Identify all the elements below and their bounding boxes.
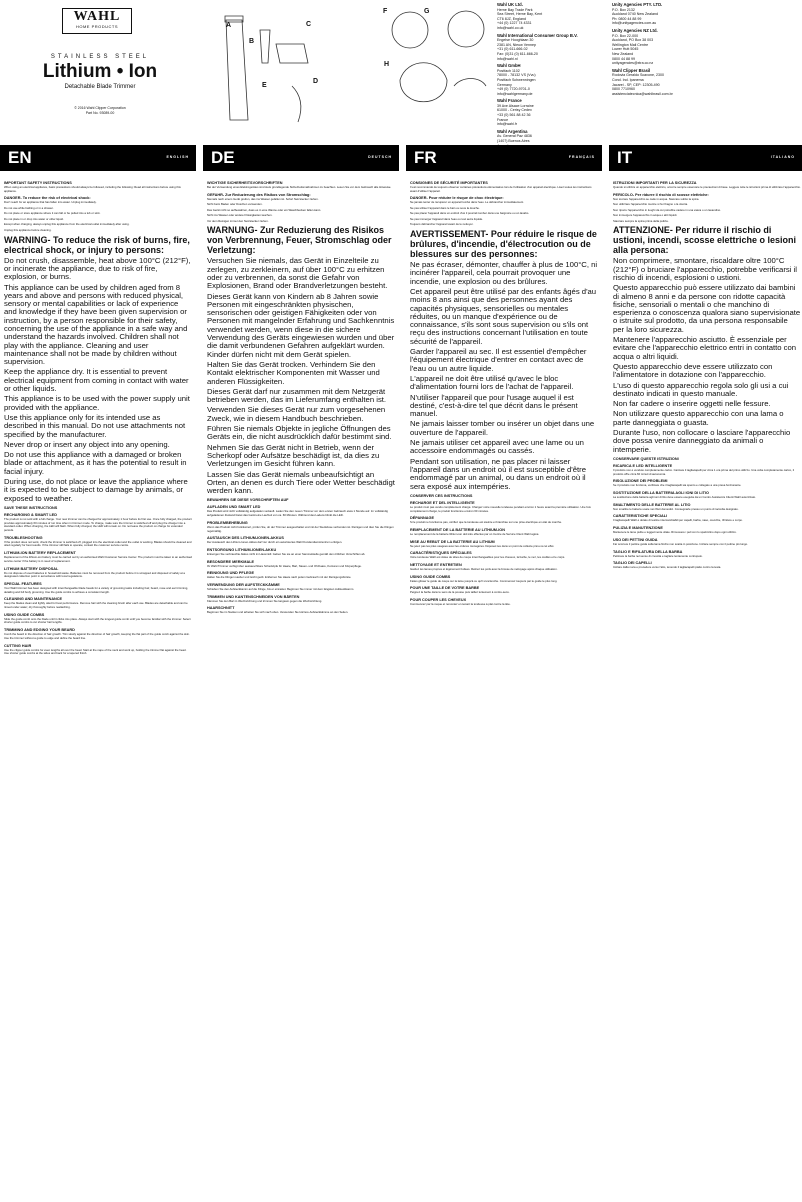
section-heading: NETTOYAGE ET ENTRETIEN: [410, 563, 462, 568]
section-text: Votre tondeuse Wahl est dotée de têtes de coupe interchangeables pour les cheveux, la barbe, le nez, les oreilles et le corps.: [410, 555, 566, 560]
save-instructions: SAVE THESE INSTRUCTIONS: [4, 505, 58, 510]
warning-item: Pendant son utilisation, ne pas placer ni laisser l'appareil dans un endroit où il est susceptible d'être endommagé par un animal, ou dans un endroit où il sera exposé aux intempéries.: [410, 456, 587, 491]
language-bar-it: IT ITALIANO: [609, 145, 802, 171]
warning-item: Questo apparecchio può essere utilizzato dai bambini di almeno 8 anni e da persone con ridotte capacità fisiche, sensoriali o mentali o che manchino di esperienza o conoscenza qualora siano supervisionate o istruite sul prodotto, da una persona responsabile per la loro sicurezza.: [613, 283, 801, 334]
section-text: Your Wahl trimmer has been designed with interchangeable blade heads for a variety of grooming tasks including hair, beard, nose and ear trimming, detailing and full body grooming. Use the guide combs to achieve a consistent length.: [4, 585, 189, 594]
charging-cord-icon: [292, 86, 301, 122]
german-column: [207, 178, 395, 1196]
contact-entry: Unity Agencies NZ Ltd. P.O. Box 22-000 Auckland, PO Box 38 003 Wellington Mail Centre Lower Hutt 5045 New Zealand 0800 44 88 99 unityagencies@xtra.co.nz: [612, 27, 658, 66]
section-heading: CUTTING HAIR: [4, 643, 32, 648]
warning-item: Non far cadere o inserire oggetti nelle fessure.: [613, 399, 771, 409]
section-text: Mantenere le lame pulite e leggermente oliate. Rimuovere i peli con lo spazzolino dopo ogni utilizzo.: [613, 530, 737, 535]
diagram-label-h: H: [384, 61, 390, 68]
contact-list-right: [612, 3, 797, 99]
danger-item: Vor dem Reinigen immer den Netzstecker ziehen.: [207, 218, 269, 223]
danger-item: Nicht beim Baden oder Duschen verwenden.: [207, 202, 263, 207]
warning-heading: AVERTISSEMENT- Pour réduire le risque de brûlures, d'incendie, d'électrocution ou de blessures sur des personnes:: [410, 229, 597, 260]
warning-item: Versuchen Sie niemals, das Gerät in Einzelteile zu zerlegen, zu zerkleinern, auf über 100°C zu erhitzen oder zu verbrennen, da sonst die Gefahr von Explosionen, Brand oder Brandverletzungen besteht.: [207, 256, 388, 291]
contact-entry: Wahl UK Ltd. Herne Bay Trade Park Sea Street, Herne Bay, Kent CT6 8JZ, England +44 (0) 1227 74 4331 info@wahl.co.uk: [497, 2, 543, 30]
warning-item: Dieses Gerät kann von Kindern ab 8 Jahren sowie Personen mit eingeschränkten physischen, sensorischen oder geistigen Fähigkeiten oder von Personen mit mangelnder Erfahrung und Sachkenntnis verwendet werden, wenn diese in die sichere Verwendung des Geräts eingewiesen wurden und über die damit verbundenen Gefahren aufgeklärt wurden. Kinder dürfen nicht mit dem Gerät spielen.: [207, 291, 395, 359]
warning-item: Questo apparecchio deve essere utilizzato con l'alimentatore in dotazione con l'apparecchio.: [613, 361, 773, 380]
danger-item: Ne pas utiliser l'appareil dans le bain ou sous la douche.: [410, 205, 480, 210]
section-heading: MISE AU REBUT DE LA BATTERIE AU LITHIUM: [410, 539, 495, 544]
warning-item: Dieses Gerät darf nur zusammen mit dem Netzgerät betrieben werden, das im Lieferumfang enthalten ist.: [207, 386, 387, 405]
section-heading: SPECIAL FEATURES: [4, 581, 42, 586]
warning-item: Führen Sie niemals Objekte in jegliche Öffnungen des Geräts ein, die nicht ausdrücklich dafür bestimmt sind.: [207, 424, 392, 442]
warning-item: During use, do not place or leave the appliance where it is expected to be subject to damage by animals, or exposed to weather.: [4, 477, 188, 503]
safety-title: WICHTIGE SICHERHEITSVORSCHRIFTEN: [207, 181, 283, 185]
diagram-label-a: A: [226, 22, 232, 29]
section-text: Ihr Wahl Trimmer verfügt über austauschbare Scherköpfe für Haare, Bart, Nasen- und Ohrhaare, Konturen und Körperpflege.: [207, 563, 362, 568]
save-instructions: BEWAHREN SIE DIESE VORSCHRIFTEN AUF: [207, 498, 289, 503]
warning-item: Non comprimere, smontare, riscaldare oltre 100°C (212°F) o bruciare l'apparecchio, potrebbe verificarsi il rischio di incendi, esplosioni o ustioni.: [613, 256, 798, 282]
danger-heading: PERICOLO- Per ridurre il rischio di scosse elettriche:: [613, 192, 709, 197]
section-heading: PROBLEMBEHEBUNG: [207, 520, 248, 525]
section-heading: RECHARGING & SMART LED: [4, 512, 57, 517]
section-text: Se il prodotto non funziona, verificare che il tagliacapelli sia spento e collegato a una presa funzionante.: [613, 483, 742, 488]
warning-item: Lassen Sie das Gerät niemals unbeaufsichtigt an Orten, an denen es durch Tiere oder Wetter beschädigt werden kann.: [207, 469, 395, 496]
danger-item: Non immergere l'apparecchio in acqua o altri liquidi.: [613, 213, 678, 218]
section-heading: RISOLUZIONE DEI PROBLEMI: [613, 479, 668, 484]
nose-trimmer-icon: [260, 30, 270, 63]
section-heading: CARACTÉRISTIQUES SPÉCIALES: [410, 551, 472, 556]
warning-item: This appliance can be used by children aged from 8 years and above and persons with reduced physical, sensory or mental capabilities or lack of experience and knowledge if they have been given supervision or instruction, by a person responsible for their safety, concerning the use of the appliance in a safe way and understand the hazards involved. Children shall not play with the appliance. Cleaning and user maintenance shall not be made by children without supervision.: [4, 282, 188, 367]
section-text: La sostituzione della batteria agli ioni di litio deve essere eseguita da un Centro Assistenza Clienti Wahl autorizzato.: [613, 495, 756, 500]
warning-item: Do not crush, disassemble, heat above 100°C (212°F), or incinerate the appliance, due to risk of fire, explosion, or burns.: [4, 255, 191, 282]
diagram-label-e: E: [262, 82, 267, 89]
section-text: If the product does not work, check the trimmer is switched off, plugged into the electrical outlet and the outlet is working. Blades should be cleaned and oiled regularly for best results. If the trimmer still fails to operate, contact the customer service centre.: [4, 539, 192, 548]
warning-item: L'appareil ne doit être utilisé qu'avec le bloc d'alimentation fourni lors de l'achat de l'appareil.: [410, 373, 574, 392]
section-heading: LITHIUM BATTERY DISPOSAL: [4, 566, 59, 571]
section-text: Halten Sie die Klingen sauber und leicht geölt. Entfernen Sie Haare nach jedem Gebrauch mit der Reinigungsbürste.: [207, 575, 352, 580]
section-heading: DÉPANNAGE: [410, 516, 434, 521]
section-heading: RICARICA E LED INTELLIGENTE: [613, 463, 673, 468]
section-heading: HAARSCHNITT: [207, 606, 235, 611]
section-heading: AUSTAUSCH DES LITHIUM-IONEN-AKKUS: [207, 536, 284, 541]
danger-item: Unplug this appliance before cleaning.: [4, 227, 52, 232]
copyright-note: © 2016 Wahl Clipper Corporation Part No. 93089-00: [74, 106, 126, 115]
danger-item: Ne pas placer l'appareil dans un endroit d'où il pourrait tomber dans une baignoire ou un lavabo.: [410, 211, 530, 216]
section-text: Faites glisser le guide de coupe sur la lame jusqu'à ce qu'il s'enclenche. Commencez toujours par le guide le plus long.: [410, 578, 558, 583]
section-text: Schieben Sie den Aufsteckkamm auf die Klinge, bis er einrastet. Beginnen Sie immer mit dem längsten Aufsteckkamm.: [207, 587, 355, 592]
warning-item: Ne pas écraser, démonter, chauffer à plus de 100°C, ni incinérer l'appareil, cela pourrait provoquer une incendie, une explosion ou des brûlures.: [410, 260, 598, 286]
warning-item: Use this appliance only for its intended use as described in this manual. Do not use attachments not specified by the manufacturer.: [4, 412, 186, 439]
diagram-label-b: B: [249, 38, 255, 45]
head-back-icon: [400, 63, 447, 102]
section-text: Non smaltire le batterie usate nei rifiuti domestici. Consegnarle presso un punto di raccolta designato.: [613, 506, 739, 511]
warning-heading: ATTENZIONE- Per ridurre il rischio di ustioni, incendi, scosse elettriche o lesioni alla persona:: [613, 225, 797, 256]
danger-item: Do not place in or drop into water or other liquid.: [4, 216, 64, 221]
danger-item: Niemals nach einem Gerät greifen, das ins Wasser gefallen ist. Sofort Netzstecker ziehen.: [207, 196, 319, 201]
safety-title: CONSIGNES DE SÉCURITÉ IMPORTANTES: [410, 181, 488, 185]
guide-comb-icon: [276, 44, 308, 63]
danger-item: Do not place or store appliance where it can fall or be pulled into a tub or sink.: [4, 211, 101, 216]
warning-item: Durante l'uso, non collocare o lasciare l'apparecchio dove possa venire danneggiato da animali o intemperie.: [613, 428, 791, 454]
language-bar-en: EN ENGLISH: [0, 145, 196, 171]
save-instructions: CONSERVARE QUESTE ISTRUZIONI: [613, 456, 679, 461]
contact-entry: Unity Agencies PTY. LTD. P.O. Box 2132 Auckland 0740 New Zealand Ph: 0800 44 88 99 info@unityagencies.com.au: [612, 2, 663, 26]
contact-entry: Wahl International Consumer Group B.V. Engelse Hooghlaan 30 2381 AN, Nieuw Vennep +31 (0) 611-666-02 Fax: (0)31 (0) 611-666-20 info@wahl.nl: [497, 32, 578, 61]
brand-area: [0, 0, 200, 145]
section-heading: REINIGUNG UND PFLEGE: [207, 571, 255, 576]
section-text: Pettinare la barba nel senso di crescita e tagliare lentamente contropelo.: [613, 553, 703, 558]
product-subtitle: Detachable Blade Trimmer: [64, 84, 136, 90]
warning-item: Do not use this appliance with a damaged or broken blade or attachment, as it has the potential to result in facial injury.: [4, 450, 187, 476]
section-text: Le produit n'est pas vendu complètement chargé. Chargez votre nouvelle tondeuse pendant environ 1 heure avant la première utilisation. Une fois complètement chargé, le produit fonctionne environ 60 minutes.: [410, 504, 591, 513]
section-heading: USO DEI PETTINI GUIDA: [613, 537, 658, 542]
danger-item: Non riporre l'apparecchio in luoghi da cui potrebbe cadere in una vasca o un lavandino.: [613, 207, 721, 212]
danger-heading: GEFAHR- Zur Reduzierung des Risikos von Stromschlag:: [207, 192, 311, 197]
section-text: Entsorgen Sie verbrauchte Akkus nicht im Hausmüll. Geben Sie sie an einer Sammelstelle gemäß den örtlichen Vorschriften ab.: [207, 551, 366, 556]
section-heading: PULIZIA E MANUTENZIONE: [613, 526, 663, 531]
section-text: Keep the blades clean and lightly oiled for best performance. Remove hair with the cleaning brush after each use. Blades are detachable and can be rinsed under water; dry thoroughly before reattaching.: [4, 601, 188, 610]
warning-item: Garder l'appareil au sec. Il est essentiel d'empêcher l'équipement électrique d'entrer en contact avec de l'eau ou un autre liquide.: [410, 347, 587, 373]
section-text: Ne jetez pas les piles usagées avec les ordures ménagères. Déposez-les dans un point de collecte prévu à cet effet.: [410, 543, 555, 548]
warning-item: This appliance is to be used with the power supply unit provided with the appliance.: [4, 394, 190, 412]
section-heading: CARATTERISTICHE SPECIALI: [613, 514, 668, 519]
warning-item: Ne jamais laisser tomber ou insérer un objet dans une ouverture de l'appareil.: [410, 419, 595, 437]
section-heading: USING GUIDE COMBS: [4, 612, 45, 617]
section-heading: RECHARGE ET DEL INTELLIGENTE: [410, 500, 475, 505]
section-text: Gardez les lames propres et légèrement huilées. Retirez les poils avec la brosse de nettoyage après chaque utilisation.: [410, 567, 558, 572]
warning-item: Keep the appliance dry. It is essential to prevent electrical equipment from coming in contact with water or other liquids.: [4, 367, 189, 394]
section-text: Wenn das Produkt nicht funktioniert, prüfen Sie, ob der Trimmer ausgeschaltet und mit der Steckdose verbunden ist. Reinigen und ölen Sie die Klingen regelmäßig.: [207, 524, 394, 533]
section-heading: POUR COUPER LES CHEVEUX: [410, 598, 467, 603]
section-text: Slide the guide comb onto the blade until it clicks into place. Always start with the longest guide comb until you become familiar with the trimmer. Select shorter guide combs to cut shorter hair lengths.: [4, 616, 191, 625]
warning-item: N'utiliser l'appareil que pour l'usage auquel il est destiné, c'est-à-dire tel que décrit dans le présent manuel.: [410, 392, 578, 419]
diagram-label-c: C: [306, 21, 312, 28]
hand-trimming-icon: [448, 11, 484, 47]
danger-item: Staccare sempre la spina prima della pulizia.: [613, 218, 669, 223]
warning-item: Nehmen Sie das Gerät nicht in Betrieb, wenn der Scherkopf oder Aufsätze beschädigt ist, da dies zu Verletzungen im Gesicht führen kann.: [207, 442, 380, 469]
usage-diagram-f-h: [382, 6, 492, 128]
section-text: Le remplacement de la batterie lithium-ion doit être effectué par un Centre de Service Client Wahl agréé.: [410, 531, 540, 536]
danger-item: Ne pas immerger l'appareil dans l'eau ou tout autre liquide.: [410, 216, 483, 221]
section-heading: TROUBLESHOOTING: [4, 535, 43, 540]
danger-item: Don't reach for an appliance that has fallen into water. Unplug immediately.: [4, 200, 97, 205]
product-name: Lithium • Ion: [42, 61, 158, 82]
warning-item: Never drop or insert any object into any opening.: [4, 439, 170, 449]
safety-intro: Bei der Verwendung eines Elektrogerätes sind stets grundlegende Sicherheitsmaßnahmen zu beachten. Lesen Sie vor dem Gebrauch alle Hinweise.: [207, 185, 392, 189]
danger-item: Non utilizzare l'apparecchio mentre si fa il bagno o la doccia.: [613, 202, 689, 207]
save-instructions: CONSERVER CES INSTRUCTIONS: [410, 493, 473, 498]
warning-item: L'uso di questo apparecchio regola solo gli usi a cui destinato indicati in questo manuale.: [613, 380, 789, 398]
section-text: Beginnen Sie im Nacken und arbeiten Sie sich nach oben. Verwenden Sie kürzere Aufsteckkämme an den Seiten.: [207, 610, 349, 615]
english-column: [4, 178, 192, 1196]
mustache-icon: [454, 79, 486, 87]
section-text: Far scorrere il pettine guida sulla lama finché non scatta in posizione. Iniziare sempre con il pettine più lungo.: [613, 541, 748, 546]
danger-heading: DANGER- Pour réduire le risque de choc électrique:: [410, 196, 504, 201]
section-text: Il tagliacapelli Wahl è dotato di testine intercambiabili per capelli, barba, naso, orecchie, rifiniture e corpo.: [613, 518, 743, 523]
section-text: Iniziare dalla nuca e procedere verso l'alto, tenendo il tagliacapelli piatto contro la testa.: [613, 565, 722, 570]
section-heading: CLEANING AND MAINTENANCE: [4, 597, 63, 602]
contact-entry: Wahl GmbH Postfach 1102 78000 - 78132 VS (Vvu) Postfach Schwenningen Germany +49 (0) 7720-9701-0 info@wahlgermany.de: [497, 63, 536, 96]
section-text: Use the clipper guide combs for even lengths all over the head. Start at the nape of the neck and work up, holding the trimmer flat against the head. Use shorter guide combs at the sides and back for a tapered finish.: [4, 647, 187, 656]
danger-heading: DANGER- To reduce the risk of electrical shock:: [4, 196, 91, 201]
safety-intro: When using an electrical appliance, basic precautions should always be followed, including the following: Read all instructions before using this appliance.: [4, 185, 181, 193]
section-heading: POUR UNE TAILLE DE VOTRE BARBE: [410, 586, 480, 591]
contact-entry: Wahl France 39 Ave Alsace Lorraine 61000 - Cerisy Cedex +33 (0) 561 88 42 36 France info@wahl.fr: [497, 98, 534, 127]
danger-item: Das Gerät nicht so aufbewahren, dass es in eine Wanne oder ein Waschbecken fallen kann.: [207, 207, 322, 212]
language-bar-fr: FR FRANÇAIS: [406, 145, 602, 171]
section-text: Das Produkt wird nicht vollständig aufgeladen verkauft. Laden Sie den neuen Trimmer vor dem ersten Gebrauch etwa 1 Stunde auf. Im vollständig aufgeladenen Zustand bietet das Gerät eine Laufzeit von ca. 60 Minuten. Während des Ladens blinkt die LED.: [207, 509, 388, 518]
diagram-label-f: F: [383, 8, 388, 15]
danger-item: Toujours débrancher l'appareil avant de le nettoyer.: [410, 222, 474, 227]
warning-item: Mantenere l'apparecchio asciutto. È essenziale per evitare che l'apparecchio elettrico entri in contatto con acqua o altri liquidi.: [613, 335, 797, 361]
danger-item: Nicht ins Wasser oder andere Flüssigkeiten tauchen.: [207, 213, 273, 218]
danger-item: Except when charging, always unplug this appliance from the electrical outlet immediately after using.: [4, 222, 130, 227]
language-bars: [0, 145, 802, 171]
contact-entry: Wahl Argentina Av. General Paz 4836 (1407) Buenos Aires: [497, 128, 532, 144]
section-heading: SMALTIMENTO DELLE BATTERIE AL LITIO: [613, 502, 691, 507]
safety-intro: Il est recommandé de toujours observer certaines précautions élémentaires lors de l'utilisation d'un appareil électrique. Lisez toutes les instructions avant d'utiliser l'appareil.: [410, 185, 592, 193]
danger-item: Do not use while bathing or in a shower.: [4, 205, 54, 210]
section-text: The product is not sold with a full charge. Your new trimmer can be charged for approximately 1 hour before its first use. Once fully charged, the product provides approximately 60 minutes of run time when in trimmer mode. To charge, make sure the trimmer is switched off and plug the charger into a standard outlet. When charging, the LED will flash. When fully charged, the LED will remain on. Do not leave the product on charge for extended periods.: [4, 516, 192, 533]
french-column: [410, 178, 598, 1196]
safety-intro: Quando si utilizza un apparecchio elettrico, occorre sempre osservare le precauzioni di base. Leggere tutte le istruzioni prima di utilizzare l'apparecchio.: [613, 185, 801, 189]
section-text: Commencez par la nuque et remontez en tenant la tondeuse à plat contre la tête.: [410, 602, 511, 607]
warning-item: Halten Sie das Gerät trocken. Verhindern Sie den Kontakt elektrischer Komponenten mit Wasser und anderen Flüssigkeiten.: [207, 359, 380, 386]
section-text: Replacement of the lithium-ion battery must be carried out by an authorised Wahl Customer Service Center. The product must be taken to an authorised service center if the battery is in need of replacement.: [4, 555, 192, 563]
warning-item: Verwenden Sie dieses Gerät nur zum vorgesehenen Zweck, wie in diesem Handbuch beschrieben.: [207, 405, 386, 423]
safety-title: IMPORTANT SAFETY INSTRUCTIONS: [4, 181, 72, 185]
trimmer-body-icon: [226, 20, 248, 120]
section-heading: TRIMMING AND EDGING YOUR BEARD: [4, 628, 75, 633]
safety-title: ISTRUZIONI IMPORTANTI PER LA SICUREZZA: [613, 181, 697, 185]
section-text: Si le produit ne fonctionne pas, vérifiez que la tondeuse est éteinte et branchée sur une prise électrique en état de marche.: [410, 520, 562, 525]
section-text: Il prodotto non è venduto completamente carico. Caricare il tagliacapelli per circa 1 ora prima del primo utilizzo. Una volta completamente carico, il prodotto offre circa 60 minuti di autonomia.: [613, 467, 794, 476]
contact-entry: Wahl Clipper Brasil Rodovia Geraldo Scavone, 2300 Cond. Ind. Ipanema Jacarei - SP, CEP: 12305-490 0800 7710960 assistenciatecnica@wahlbrasil.com.br: [612, 67, 673, 96]
section-heading: LITHIUM-ION BATTERY REPLACEMENT: [4, 551, 76, 556]
section-heading: REMPLACEMENT DE LA BATTERIE AU LITHIUM-ION: [410, 527, 505, 532]
section-heading: TAGLIO DEI CAPELLI: [613, 561, 652, 566]
section-heading: TRIMMEN UND KANTENSCHNEIDEN VON BÄRTEN: [207, 594, 300, 599]
warning-item: Non utilizzare questo apparecchio con una lama o parte danneggiata o guasta.: [613, 409, 784, 427]
section-heading: BESONDERE MERKMALE: [207, 559, 255, 564]
section-heading: VERWENDUNG DER AUFSTECKKÄMME: [207, 583, 280, 588]
section-heading: ENTSORGUNG LITHIUM-IONEN-AKKU: [207, 547, 277, 552]
italian-column: [613, 178, 801, 1196]
section-text: Der Austausch des Lithium-Ionen-Akkus darf nur durch ein autorisiertes Wahl Kundendienstzentrum erfolgen.: [207, 540, 343, 545]
warning-item: Cet appareil peut être utilisé par des enfants âgés d'au moins 8 ans ainsi que des personnes ayant des capacités physiques, sensorielles ou mentales réduites, ou un manque d'expérience ou de connaissance, s'ils sont sous supervision ou s'ils ont reçu des instructions concernant l'utilisation en toute sécurité de l'appareil.: [410, 287, 597, 346]
section-heading: SOSTITUZIONE DELLA BATTERIA AGLI IONI DI LITIO: [613, 491, 709, 496]
section-text: Kämmen Sie den Bart in Wuchsrichtung und trimmen Sie langsam gegen die Wuchsrichtung.: [207, 598, 323, 603]
material-label: STAINLESS STEEL: [50, 54, 150, 60]
contact-list-left: [497, 3, 602, 156]
section-text: Comb the beard in the direction of hair growth. Trim slowly against the direction of hair growth, keeping the flat part of the guide comb against the skin. Use the trimmer without a guide to edge and define the beard line.: [4, 632, 190, 640]
danger-item: Non toccare l'apparecchio se cade in acqua. Staccare subito la spina.: [613, 196, 700, 201]
language-bar-de: DE DEUTSCH: [203, 145, 399, 171]
warning-item: Ne jamais utiliser cet appareil avec une lame ou un accessoire endommagés ou cassés.: [410, 438, 584, 456]
warning-heading: WARNING- To reduce the risk of burns, fire, electrical shock, or injury to persons:: [4, 234, 190, 255]
diagram-label-g: G: [424, 8, 430, 15]
warning-heading: WARNUNG- Zur Reduzierung des Risikos von Verbrennung, Feuer, Stromschlag oder Verletzung:: [207, 225, 392, 256]
danger-item: Ne jamais tenter de récupérer un appareil tombé dans l'eau. Le débrancher immédiatement.: [410, 200, 524, 205]
cover-panel: [0, 0, 802, 145]
section-text: Peignez la barbe dans le sens de la pousse puis taillez lentement à contre-sens.: [410, 590, 510, 595]
section-heading: TAGLIO E RIFILATURA DELLA BARBA: [613, 549, 683, 554]
wahl-logo: WAHL HOME PRODUCTS: [62, 8, 132, 34]
face-profile-icon: [392, 12, 428, 48]
diagram-label-d: D: [313, 78, 319, 85]
section-heading: USING GUIDE COMBS: [410, 574, 451, 579]
section-heading: AUFLADEN UND SMART LED: [207, 505, 261, 510]
section-text: Do not dispose of used batteries in household waste. Batteries must be removed from the product before it is scrapped and disposed of safely at a designated collection point in accordance with local regulations.: [4, 570, 185, 579]
